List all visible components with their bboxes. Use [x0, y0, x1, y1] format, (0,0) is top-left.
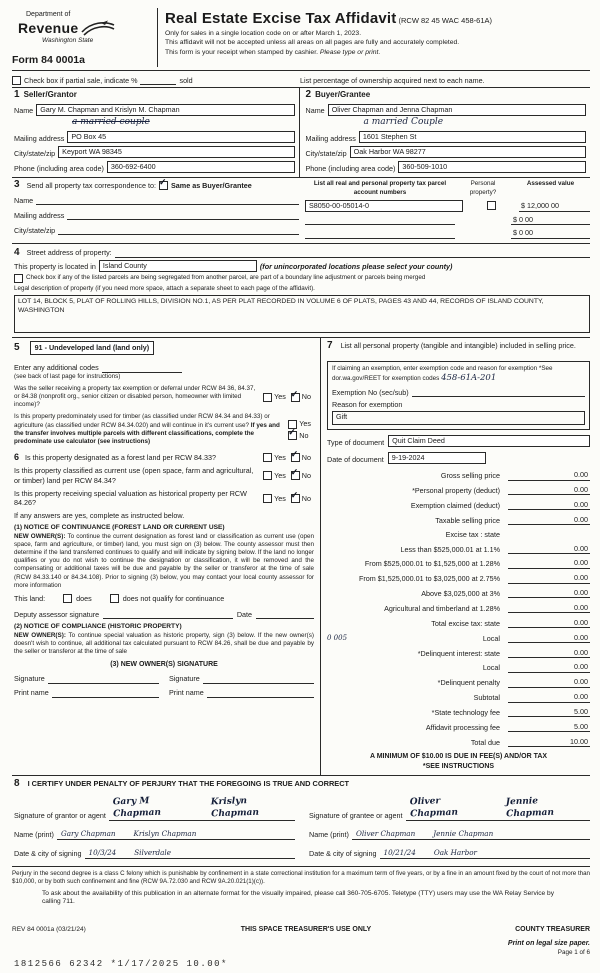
correspondence-mailing-field[interactable] — [67, 210, 299, 220]
grantor-signature-field[interactable] — [109, 796, 295, 820]
s6q2-no-checkbox[interactable] — [290, 467, 300, 480]
tax-row-amount: 0.00 — [508, 588, 590, 598]
section-3-correspondence — [12, 177, 590, 242]
assessed-value-header: Assessed value — [526, 180, 575, 188]
tax-row — [327, 648, 590, 658]
assessed-value-field: $ 12,000 00 — [519, 201, 590, 211]
certify-statement: I CERTIFY UNDER PENALTY OF PERJURY THAT THE FOREGOING IS TRUE AND CORRECT — [27, 779, 350, 789]
land-qualify-row — [14, 594, 314, 603]
signature-row — [14, 796, 590, 820]
header-note-3-em: Please type or print. — [319, 49, 381, 57]
s6q3-yes-label: Yes — [274, 493, 286, 503]
q2-yes-label: Yes — [299, 419, 311, 429]
correspondence-city-label: City/state/zip — [14, 226, 56, 236]
buyer-phone-label: Phone (including area code) — [305, 164, 396, 174]
grantee-date-city-label: Date & city of signing — [309, 849, 377, 859]
tax-row — [327, 707, 590, 717]
additional-codes-field[interactable] — [102, 363, 182, 373]
timber-question-bold: If yes and the transfer involves multiple parcels with different classifications, complete the predominate use calculator (see instructions) — [14, 421, 280, 445]
tax-row — [327, 722, 590, 732]
section-6-number: 6 — [14, 452, 20, 463]
seller-city-field[interactable]: Keyport WA 98345 — [58, 146, 294, 158]
tax-row-amount: 0.00 — [508, 515, 590, 525]
parcel-row — [305, 200, 590, 212]
tax-row — [327, 530, 590, 539]
q1-yes-no-group — [263, 388, 314, 402]
grantor-name-print-label: Name (print) — [14, 830, 54, 840]
grantor-date-city-label: Date & city of signing — [14, 849, 82, 859]
section-7-number: 7 — [327, 339, 333, 351]
new-owners-intro: NEW OWNER(S): — [14, 532, 66, 540]
does-not-checkbox[interactable] — [110, 594, 119, 603]
legal-description-label: Legal description of property (if you need more space, attach a separate sheet to each page of the affidavit). — [14, 284, 315, 292]
new-owners-signature-title: (3) NEW OWNER(S) SIGNATURE — [110, 661, 218, 669]
buyer-handwritten-note: a married Couple — [363, 116, 444, 127]
q2-yes-no-group — [288, 419, 314, 440]
new-owner-signature-row — [14, 674, 314, 684]
buyer-city-label: City/state/zip — [305, 149, 347, 159]
current-use-question: Is this property classified as current use (open space, farm and agricultural, or timber) land per RCW 84.34? — [14, 466, 254, 485]
additional-codes-note: (see back of last page for instructions) — [14, 372, 121, 380]
notice-compliance-body — [14, 632, 314, 657]
tax-row — [327, 737, 590, 747]
correspondence-mailing-label: Mailing address — [14, 211, 65, 221]
tax-row-amount: 0.00 — [508, 544, 590, 554]
land-use-label: - Undeveloped land (land only) — [44, 342, 150, 352]
grantee-name-print-label: Name (print) — [309, 830, 349, 840]
exemption-deferral-question: Was the seller receiving a property tax exemption or deferral under RCW 84 36, 84.37, or 84.38 (nonprofit org., senior citizen or disabled person, homeowner with limited income)? — [14, 384, 256, 409]
buyer-mailing-field[interactable]: 1601 Stephen St — [359, 131, 586, 143]
new-owners-intro-2: NEW OWNER(S): — [14, 631, 66, 639]
header-note-1: Only for sales in a single location code on or after March 1, 2023. — [165, 29, 362, 37]
form-header — [12, 8, 590, 71]
buyer-city-field[interactable]: Oak Harbor WA 98277 — [350, 146, 586, 158]
tax-row-label: Total excise tax: state — [431, 618, 500, 628]
new-owner-printname-row — [14, 688, 314, 698]
exemption-box — [327, 361, 590, 431]
historic-property-question: Is this property receiving special valuation as historical property per RCW 84.26? — [14, 489, 247, 508]
form-rcw: (RCW 82 45 WAC 458-61A) — [398, 16, 493, 25]
grantor-printed-name-1: Gary Chapman — [60, 829, 116, 839]
treasurer-space-label: THIS SPACE TREASURER'S USE ONLY — [240, 926, 372, 934]
tax-row-amount: 0.00 — [508, 618, 590, 628]
header-note-3 — [165, 49, 590, 58]
unincorporated-note: (for unincorporated locations please select your county) — [259, 262, 453, 272]
does-not-label: does not qualify for continuance — [122, 593, 225, 603]
tax-row-label: *Personal property (deduct) — [412, 486, 500, 496]
legal-size-note: Print on legal size paper. — [507, 939, 590, 947]
tax-row-amount: 0.00 — [508, 692, 590, 702]
buyer-phone-field[interactable]: 360-509-1010 — [398, 161, 586, 173]
tax-row-amount: 0.00 — [508, 677, 590, 687]
tax-row — [327, 500, 590, 510]
tax-row-label: Above $3,025,000 at 3% — [421, 589, 500, 599]
sections-5-6-column — [12, 338, 321, 776]
check-icon: ✓ — [290, 489, 299, 500]
tax-row-amount: 0.00 — [508, 648, 590, 658]
agency-dept-line: Department of — [26, 11, 71, 18]
agency-name: Revenue — [18, 20, 79, 37]
tax-rate-prefix: 0 005 — [327, 633, 348, 642]
deputy-assessor-signature-field[interactable] — [103, 609, 233, 619]
parcel-number-field[interactable] — [305, 215, 455, 225]
tax-row-label: Gross selling price — [440, 471, 500, 481]
tax-row-amount: 0.00 — [508, 485, 590, 495]
tax-row-label: *Delinquent interest: state — [417, 648, 500, 658]
grantee-printed-name-2: Jennie Chapman — [433, 829, 494, 839]
correspondence-city-field[interactable] — [58, 225, 299, 235]
s6q1-yes-no-group — [263, 449, 314, 463]
notice-compliance-title: (2) NOTICE OF COMPLIANCE (HISTORIC PROPERTY) — [14, 623, 182, 631]
legal-description-field[interactable]: LOT 14, BLOCK 5, PLAT OF ROLLING HILLS, DIVISION NO.1, AS PER PLAT RECORDED IN VOLUME 6 OF PLATS, PAGES 43 AND 44, RECORDS OF ISLAND COUNTY, WASHINGTON — [14, 295, 590, 333]
rev-number-text: REV 84 0001a — [12, 926, 55, 934]
date-of-document-label: Date of document — [327, 454, 384, 464]
grantee-printed-name-1: Oliver Chapman — [355, 829, 416, 839]
ownership-note: List percentage of ownership acquired next to each name. — [300, 76, 485, 85]
agency-block — [12, 8, 150, 67]
correspondence-name-field[interactable] — [36, 195, 299, 205]
tax-row-label: Exemption claimed (deduct) — [410, 500, 500, 510]
segregated-label: Check box if any of the listed parcels are being segregated from another parcel, are part of a boundary line adjustment or parcels being merged — [26, 273, 426, 281]
does-checkbox[interactable] — [63, 594, 72, 603]
tax-row-label: Excise tax : state — [445, 529, 500, 539]
county-field[interactable]: Island County — [99, 260, 257, 272]
tax-row-label: Agricultural and timberland at 1.28% — [384, 603, 500, 613]
personal-property-checkbox[interactable] — [487, 201, 496, 210]
tax-row — [327, 558, 590, 568]
check-icon: ✓ — [159, 176, 167, 187]
tax-row — [327, 692, 590, 702]
land-use-code-field[interactable] — [30, 341, 155, 355]
tax-row-label: Taxable selling price — [435, 515, 500, 525]
section-5-number: 5 — [14, 341, 20, 353]
tax-row-label: Local — [482, 663, 500, 673]
tax-row — [327, 677, 590, 687]
tax-row — [327, 573, 590, 583]
tax-row — [327, 618, 590, 628]
tax-row-label: Subtotal — [473, 693, 500, 703]
q1-no-label: No — [301, 392, 311, 402]
agency-state: Washington State — [42, 37, 94, 45]
seller-phone-field[interactable]: 360-692-6400 — [107, 161, 295, 173]
tax-row-amount: 0.00 — [508, 603, 590, 613]
section-8-number: 8 — [14, 778, 20, 790]
owner-signature-field-2[interactable] — [203, 674, 314, 684]
rev-number — [12, 926, 172, 934]
partial-sale-percent-field[interactable] — [140, 75, 176, 85]
excise-tax-table — [327, 470, 590, 747]
buyer-name-label: Name — [305, 106, 325, 116]
personal-property-heading: List all personal property (tangible and intangible) included in selling price. — [340, 340, 576, 350]
seller-name-label: Name — [14, 106, 34, 116]
exemption-code-handwritten: 458-61A-201 — [441, 372, 497, 383]
type-of-document-field[interactable]: Quit Claim Deed — [388, 435, 590, 447]
notice-compliance-text: To continue special valuation as historic property, sign (3) below. If the new owner(s) doesn't wish to continue, all additional tax calculated pursuant to RCW 84.26, shall be due and payable by the seller or transferor at the time of sale — [14, 631, 314, 656]
grantor-signature-1: Gary M Chapman — [112, 796, 161, 820]
forest-land-question-text: Is this property designated as a forest land per RCW 84.33? — [25, 453, 216, 463]
section-8-certification — [12, 775, 590, 860]
tax-row-label: Less than $525,000.01 at 1.1% — [400, 544, 500, 554]
correspondence-name-label: Name — [14, 196, 34, 206]
s6q1-yes-checkbox[interactable] — [263, 453, 272, 462]
check-icon: ✓ — [290, 467, 299, 478]
tax-row-label: Total due — [470, 737, 500, 747]
notice-continuance-body — [14, 533, 314, 590]
section-3-number: 3 — [14, 179, 20, 191]
exemption-no-label: Exemption No (sec/sub) — [332, 387, 409, 397]
owner-signature-label: Signature — [169, 674, 200, 684]
date-city-row — [14, 847, 590, 859]
tax-row — [327, 662, 590, 672]
tax-row — [327, 633, 590, 643]
partial-sale-label: Check box if partial sale, indicate % — [24, 76, 138, 85]
header-note-3-text: This form is your receipt when stamped by cashier. — [165, 49, 318, 57]
deputy-date-label: Date — [236, 609, 252, 619]
deputy-assessor-label: Deputy assessor signature — [14, 609, 100, 619]
grantor-date-city-field[interactable] — [85, 847, 295, 859]
form-title: Real Estate Excise Tax Affidavit — [165, 10, 397, 27]
check-icon: ✓ — [290, 449, 299, 460]
tax-row — [327, 544, 590, 554]
grantee-signing-date: 10/21/24 — [383, 848, 416, 858]
grantee-name-field[interactable] — [352, 828, 590, 840]
rev-date: (03/21/24) — [56, 926, 86, 934]
timber-question — [14, 413, 284, 446]
s6q2-yes-label: Yes — [274, 471, 286, 481]
s6q3-yes-checkbox[interactable] — [263, 494, 272, 503]
section-2-number: 2 — [305, 89, 312, 101]
title-block — [165, 8, 590, 67]
see-instructions-note: *SEE INSTRUCTIONS — [422, 763, 495, 771]
tax-row-amount: 0.00 — [508, 500, 590, 510]
tax-row — [327, 515, 590, 525]
same-as-buyer-label: Same as Buyer/Grantee — [171, 180, 252, 190]
street-address-label: Street address of property: — [26, 248, 112, 258]
section-4-number: 4 — [14, 246, 20, 258]
s6q1-no-checkbox[interactable] — [290, 449, 300, 462]
s6q2-yes-no-group — [263, 467, 314, 481]
notice-continuance-text: To continue the current designation as forest land or classification as current use (open space, farm and agriculture, or timber) land, you must sign on (3) below. The county assessor must then determine if the land transferred continues to qualify and will indicate by signing below. If the land no longer qualifies or you do not wish to continue the designation or classification, it will be removed and the compensating or additional taxes will be due and payable by the seller or transferor at the time of sale (RCW 84.33.140 or 84.34.108). Prior to signing (3) below, you may contact your local county assessor for more information — [14, 532, 314, 589]
timber-question-text: Is this property predominately used for timber (as classified under RCW 84.34 and 84.33) or agriculture (as classified under RCW 84.34.020) and will continue in it's current use? — [14, 413, 270, 429]
s6q3-no-label: No — [301, 493, 311, 503]
owner-print-name-label: Print name — [169, 688, 204, 698]
s6q1-yes-label: Yes — [274, 453, 286, 463]
tax-row-amount: 0.00 — [508, 470, 590, 480]
owner-signature-label: Signature — [14, 674, 45, 684]
q1-yes-checkbox[interactable] — [263, 393, 272, 402]
partial-sale-sold-label: sold — [179, 76, 193, 85]
owner-print-name-label: Print name — [14, 688, 49, 698]
land-use-code: 91 — [34, 342, 43, 352]
seller-mailing-label: Mailing address — [14, 134, 65, 144]
additional-codes-label: Enter any additional codes — [14, 363, 99, 373]
exemption-no-field[interactable] — [412, 387, 585, 397]
grantee-date-city-field[interactable] — [380, 847, 590, 859]
exemption-claim-text — [332, 365, 585, 384]
parcel-row — [305, 215, 590, 225]
grantee-signature-2: Jennie Chapman — [505, 796, 554, 820]
q2-no-label: No — [299, 430, 309, 440]
forest-land-question — [14, 453, 259, 462]
cashier-stamp: 1812566 62342 *1/17/2025 10.00* — [14, 959, 228, 970]
date-of-document-field[interactable]: 9-19-2024 — [388, 452, 486, 464]
correspondence-block — [14, 176, 299, 238]
q2-no-checkbox[interactable] — [288, 426, 297, 440]
tax-row-amount: 5.00 — [508, 707, 590, 717]
this-land-label: This land: — [14, 593, 46, 603]
grantor-signature-label: Signature of grantor or agent — [14, 811, 106, 821]
seller-grantor-block — [12, 88, 299, 177]
grantor-printed-name-2: Krislyn Chapman — [133, 829, 197, 839]
parcel-number-field[interactable]: S8050-00-05014-0 — [305, 200, 463, 212]
tax-row-amount: 0.00 — [508, 633, 590, 643]
section-4-property — [12, 243, 590, 337]
s6q3-yes-no-group — [263, 489, 314, 503]
grantor-signing-date: 10/3/24 — [88, 848, 117, 858]
reason-for-exemption-label: Reason for exemption — [332, 399, 403, 409]
reason-for-exemption-field[interactable]: Gift — [332, 411, 585, 425]
parcel-number-field[interactable] — [305, 229, 455, 239]
owner-print-name-field-2[interactable] — [207, 688, 314, 698]
personal-property-header: Personal property? — [469, 180, 497, 196]
page-indicator: Page 1 of 6 — [557, 948, 590, 956]
notice-continuance-title: (1) NOTICE OF CONTINUANCE (FOREST LAND OR CURRENT USE) — [14, 524, 225, 532]
accessibility-note: To ask about the availability of this publication in an alternate format for the visually impaired, please call 360-705-6705. Teletype (TTY) users may use the WA Relay Service by calling 711. — [42, 889, 555, 906]
assessed-value-field: $ 0 00 — [511, 215, 590, 225]
seller-heading: Seller/Grantor — [23, 90, 77, 100]
segregated-checkbox[interactable] — [14, 274, 23, 283]
mid-columns — [12, 337, 590, 776]
tax-row-label: From $1,525,000.01 to $3,025,000 at 2.75% — [358, 574, 500, 584]
check-icon: ✓ — [288, 426, 296, 437]
tax-row-label: *Delinquent penalty — [437, 678, 500, 688]
partial-sale-checkbox[interactable] — [12, 76, 21, 85]
parcel-row — [305, 228, 590, 238]
grantee-signature-label: Signature of grantee or agent — [309, 811, 403, 821]
s6q2-no-label: No — [301, 471, 311, 481]
section-7-column — [321, 338, 590, 776]
buyer-grantee-block — [299, 88, 591, 177]
exemption-see-codes: *See dor.wa.gov/REET for exemption codes — [332, 364, 553, 382]
q1-yes-label: Yes — [274, 392, 286, 402]
q1-no-checkbox[interactable] — [290, 388, 300, 402]
page-footer — [12, 925, 590, 957]
buyer-heading: Buyer/Grantee — [315, 90, 371, 100]
seller-city-label: City/state/zip — [14, 149, 56, 159]
tax-row — [327, 588, 590, 598]
buyer-name-field[interactable]: Oliver Chapman and Jenna Chapman — [328, 104, 586, 116]
header-divider — [157, 8, 158, 67]
form-number: Form 84 0001a — [12, 53, 85, 66]
partial-sale-row — [12, 75, 590, 85]
tax-row — [327, 470, 590, 480]
assessed-value-field: $ 0 00 — [511, 228, 590, 238]
grantee-signature-field[interactable] — [406, 796, 590, 820]
tax-row-amount: 10.00 — [508, 737, 590, 747]
tax-row-label: Affidavit processing fee — [425, 722, 500, 732]
grantor-name-field[interactable] — [57, 828, 295, 840]
buyer-mailing-label: Mailing address — [305, 134, 356, 144]
s6q3-no-checkbox[interactable] — [290, 489, 300, 503]
tax-row — [327, 603, 590, 613]
tax-row — [327, 485, 590, 495]
same-as-buyer-checkbox[interactable] — [159, 176, 168, 190]
parties-section — [12, 87, 590, 177]
grantor-signature-2: Krislyn Chapman — [210, 796, 260, 820]
seller-handwritten-note: a married couple — [72, 116, 150, 127]
tax-row-label: From $525,000.01 to $1,525,000 at 1.28% — [364, 559, 500, 569]
tax-row-label: *State technology fee — [431, 708, 500, 717]
tax-row-amount: 0.00 — [508, 662, 590, 672]
print-name-row — [14, 828, 590, 840]
check-icon: ✓ — [290, 388, 299, 399]
parcel-numbers-header: List all real and personal property tax parcel account numbers — [313, 180, 447, 196]
grantee-signature-1: Oliver Chapman — [409, 796, 458, 820]
minimum-due-note: A MINIMUM OF $10.00 IS DUE IN FEE(S) AND/OR TAX — [369, 753, 548, 761]
tax-row-amount: 5.00 — [508, 722, 590, 732]
s6q2-yes-checkbox[interactable] — [263, 471, 272, 480]
perjury-statement: Perjury in the second degree is a class C felony which is punishable by confinement in a state correctional institution for a maximum term of five years, or by a fine in an amount fixed by the court of not more than $10,000, or by both such confinement and fine (RCW 9A.72.030 and RCW 9A.20.021(1)(c)). — [12, 866, 590, 886]
seller-name-field[interactable]: Gary M. Chapman and Krislyn M. Chapman — [36, 104, 294, 116]
send-correspondence-label: Send all property tax correspondence to: — [26, 180, 157, 190]
owner-print-name-field-1[interactable] — [52, 688, 159, 698]
deputy-assessor-row — [14, 609, 314, 619]
tax-row-label: Local — [482, 633, 500, 643]
parcel-table — [299, 180, 590, 238]
county-treasurer-label: COUNTY TREASURER — [515, 926, 590, 934]
deputy-date-field[interactable] — [256, 609, 314, 619]
type-of-document-label: Type of document — [327, 437, 385, 447]
seller-phone-label: Phone (including area code) — [14, 164, 104, 174]
header-note-2: This affidavit will not be accepted unless all areas on all pages are fully and accurately completed. — [165, 39, 460, 47]
grantor-signing-city: Silverdale — [134, 848, 171, 858]
street-address-field[interactable] — [115, 248, 590, 258]
does-label: does — [76, 593, 92, 603]
answers-instruction: If any answers are yes, complete as instructed below. — [14, 510, 185, 520]
grantee-signing-city: Oak Harbor — [433, 848, 477, 858]
exemption-claim-line: If claiming an exemption, enter exemption code and reason for exemption — [332, 364, 538, 372]
s6q1-no-label: No — [301, 453, 311, 463]
section-1-number: 1 — [14, 89, 20, 101]
revenue-logo-icon — [81, 20, 115, 36]
seller-mailing-field[interactable]: PO Box 45 — [67, 131, 294, 143]
tax-row-amount: 0.00 — [508, 573, 590, 583]
located-in-label: This property is located in — [14, 262, 96, 272]
tax-row-amount: 0.00 — [508, 558, 590, 568]
owner-signature-field-1[interactable] — [48, 674, 159, 684]
